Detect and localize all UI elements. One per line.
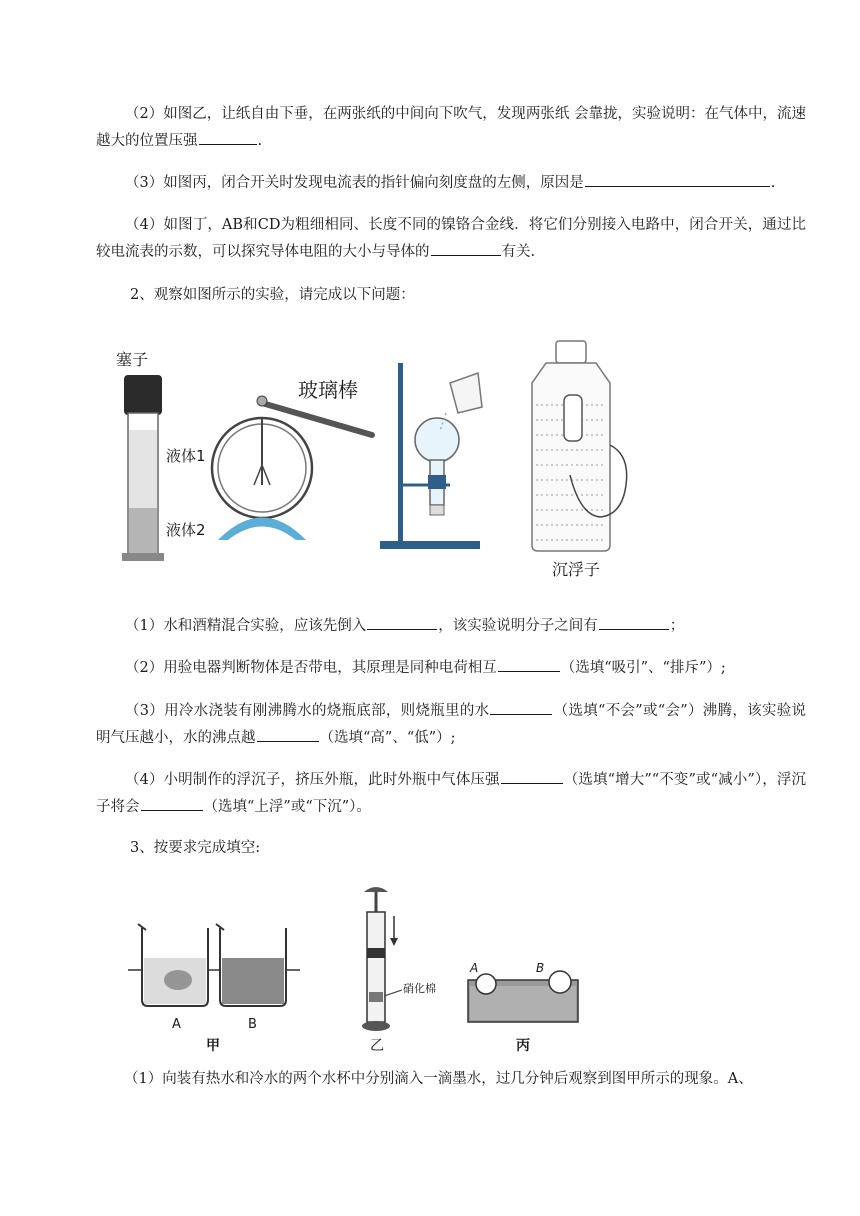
cylinder-base [122,553,164,561]
answer-blank[interactable] [257,725,319,742]
answer-blank[interactable] [199,128,257,145]
beaker-pour [450,373,482,413]
flask [415,418,459,462]
caption-jia: 甲 [206,1038,220,1054]
q2-part3-end: （选填“高”、“低”）; [319,730,456,746]
caption-yi: 乙 [370,1038,384,1054]
q2-part1-end: ； [669,618,685,634]
sand-bing [468,961,578,1054]
diver-tube [564,395,582,441]
q1-part4 [96,212,806,266]
beaker-b-label: B [248,1017,257,1032]
q2-part3 [96,698,806,752]
q1-part2-end: . [257,133,263,149]
rod-label: 玻璃棒 [298,378,358,402]
flask-stand [380,363,482,549]
answer-blank[interactable] [367,613,437,630]
liquid2-label: 液体2 [166,521,206,539]
q2-figure [110,335,650,585]
liquid1-label: 液体1 [166,447,206,465]
beakers-jia [128,924,300,1054]
q2-part2-text: （2）用验电器判断物体是否带电，其原理是同种电荷相互 [125,660,497,676]
q3-heading: 3、按要求完成填空: [130,840,261,856]
q1-part4-text: （4）如图丁，AB和CD为粗细相同、长度不同的镍铬合金线．将它们分别接入电路中，闭合开关，通过比较电流表的示数，可以探究导体电阻的大小与导体的 [96,217,806,260]
q2-part1 [96,613,806,640]
pump-yi [362,887,436,1054]
answer-blank[interactable] [431,239,501,256]
q3-figure [120,880,610,1055]
ball-a [476,974,496,994]
q2-part4-text: （4）小明制作的浮沉子，挤压外瓶，此时外瓶中气体压强 [125,772,500,788]
q2-part3-text: （3）用冷水浇装有刚沸腾水的烧瓶底部，则烧瓶里的水 [125,703,490,719]
q2-part2-end: （选填“吸引”、“排斥”）; [560,660,726,676]
beaker-a-label: A [172,1017,181,1032]
stopper [124,375,162,415]
q2-part1-text: （1）水和酒精混合实验，应该先倒入 [125,618,367,634]
answer-blank[interactable] [599,613,669,630]
diver-label: 沉浮子 [552,560,601,579]
glass-rod [262,403,372,435]
answer-blank[interactable] [585,170,770,187]
answer-blank[interactable] [501,767,563,784]
answer-blank[interactable] [141,794,203,811]
answer-blank[interactable] [490,698,552,715]
q2-part4-text-b: （选填“增大”“不变”或“减小”），浮沉子将会 [96,772,806,815]
q2-part3-text-b: （选填“不会”或“会”）沸腾，该实验说明气压越小，水的沸点越 [96,703,806,746]
graduated-cylinder [116,350,206,561]
ball-b-label: B [536,961,545,975]
q2-part1-text-b: ，该实验说明分子之间有 [438,618,598,634]
q3-part1: （1）向装有热水和冷水的两个水杯中分别滴入一滴墨水，过几分钟后观察到图甲所示的现象。A、 [124,1071,753,1087]
q1-part2-text: （2）如图乙，让纸自由下垂，在两张纸的中间向下吹气，发现两张纸 会靠拢，实验说明：在气体中，流速越大的位置压强 [96,106,806,149]
caption-bing: 丙 [516,1038,530,1054]
q1-part4-end: 有关. [501,244,536,260]
answer-blank[interactable] [498,655,560,672]
q2-part2 [96,655,806,682]
stopper-label: 塞子 [116,350,149,369]
cotton-label: 硝化棉 [403,982,436,995]
q2-part4-end: （选填“上浮”或“下沉”）。 [203,799,371,815]
ball-b [549,971,571,993]
q2-heading: 2、观察如图所示的实验，请完成以下问题： [130,287,415,303]
q1-part3-end: . [770,175,776,191]
bottle-diver [532,341,627,579]
stand-base [218,518,306,541]
electroscope [212,378,372,540]
ball-a-label: A [470,961,479,975]
q2-part4 [96,767,806,821]
bottle [532,363,610,551]
q1-part3 [96,170,806,197]
q1-part3-text: （3）如图丙，闭合开关时发现电流表的指针偏向刻度盘的左侧，原因是 [125,175,584,191]
pump-cylinder [367,912,385,1022]
q1-part2 [96,101,806,155]
